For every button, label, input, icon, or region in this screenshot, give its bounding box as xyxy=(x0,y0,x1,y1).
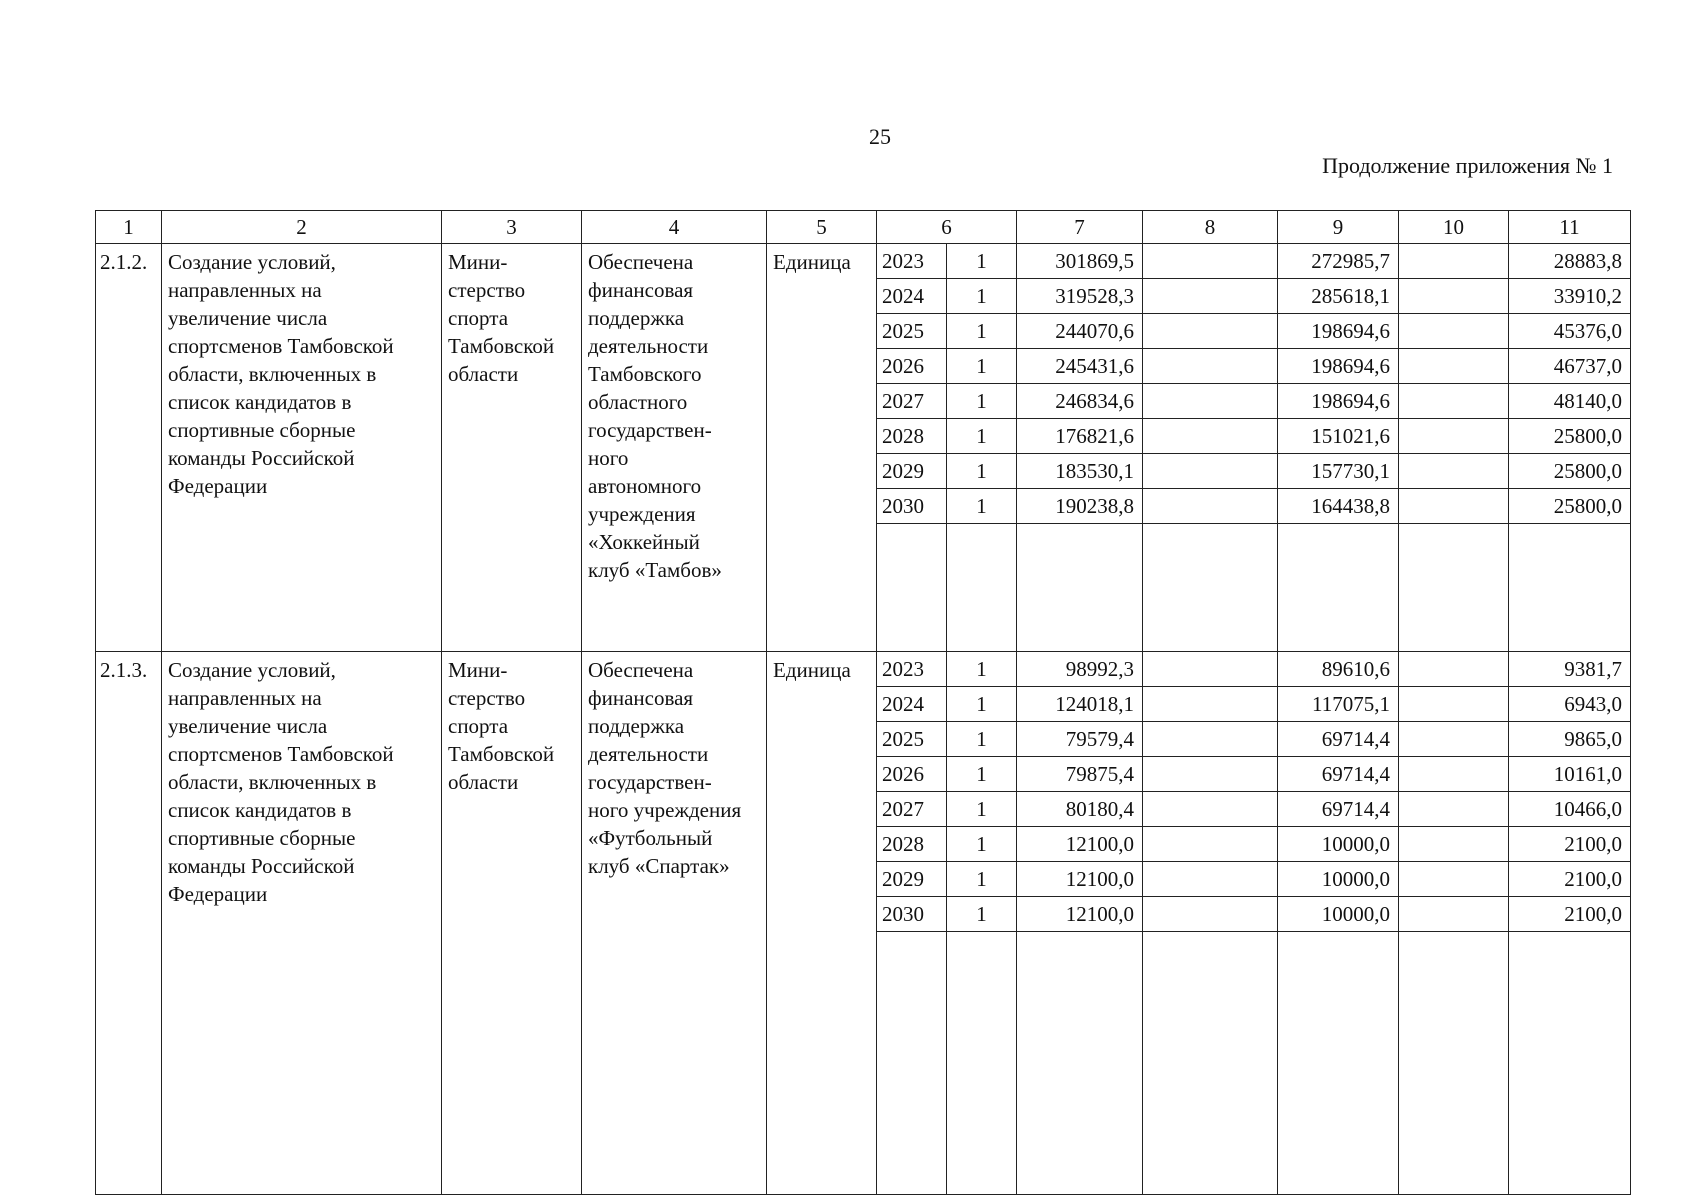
empty-cell xyxy=(877,932,947,1195)
section-code: 2.1.3. xyxy=(96,652,162,1195)
empty-cell xyxy=(1278,932,1399,1195)
column-header-6: 6 xyxy=(877,211,1017,244)
cell-col8 xyxy=(1143,489,1278,524)
cell-col9: 198694,6 xyxy=(1278,384,1399,419)
empty-cell xyxy=(1143,524,1278,652)
cell-col8 xyxy=(1143,384,1278,419)
cell-col9: 69714,4 xyxy=(1278,792,1399,827)
table-body xyxy=(96,244,1631,1195)
cell-col7: 246834,6 xyxy=(1017,384,1143,419)
cell-col9: 157730,1 xyxy=(1278,454,1399,489)
empty-cell xyxy=(1278,524,1399,652)
cell-col9: 117075,1 xyxy=(1278,687,1399,722)
cell-year: 2023 xyxy=(877,652,947,687)
cell-col8 xyxy=(1143,757,1278,792)
cell-col8 xyxy=(1143,687,1278,722)
cell-col8 xyxy=(1143,897,1278,932)
cell-col11: 25800,0 xyxy=(1509,419,1631,454)
cell-year: 2023 xyxy=(877,244,947,279)
cell-col7: 176821,6 xyxy=(1017,419,1143,454)
cell-year: 2026 xyxy=(877,349,947,384)
column-header-3: 3 xyxy=(442,211,582,244)
table-header-row xyxy=(96,211,1631,244)
cell-col10 xyxy=(1399,349,1509,384)
cell-col10 xyxy=(1399,244,1509,279)
section-unit: Единица xyxy=(767,652,877,1195)
cell-col10 xyxy=(1399,722,1509,757)
cell-col11: 28883,8 xyxy=(1509,244,1631,279)
cell-year: 2028 xyxy=(877,827,947,862)
cell-year: 2029 xyxy=(877,862,947,897)
cell-col9: 198694,6 xyxy=(1278,314,1399,349)
cell-year: 2030 xyxy=(877,897,947,932)
cell-col7: 98992,3 xyxy=(1017,652,1143,687)
cell-col8 xyxy=(1143,349,1278,384)
section-result: Обеспечена финансовая поддержка деятельности Тамбовского областного государствен- ного автономного учреждения «Хоккейный клуб «Тамбов» xyxy=(582,244,767,652)
cell-col11: 33910,2 xyxy=(1509,279,1631,314)
cell-col11: 48140,0 xyxy=(1509,384,1631,419)
cell-col7: 12100,0 xyxy=(1017,897,1143,932)
cell-col7: 244070,6 xyxy=(1017,314,1143,349)
column-header-8: 8 xyxy=(1143,211,1278,244)
cell-col7: 12100,0 xyxy=(1017,862,1143,897)
section-executor: Мини- стерство спорта Тамбовской области xyxy=(442,652,582,1195)
cell-col11: 25800,0 xyxy=(1509,489,1631,524)
cell-col9: 69714,4 xyxy=(1278,757,1399,792)
cell-count: 1 xyxy=(947,897,1017,932)
cell-col10 xyxy=(1399,454,1509,489)
cell-count: 1 xyxy=(947,652,1017,687)
table-row xyxy=(96,652,1631,687)
cell-col11: 9381,7 xyxy=(1509,652,1631,687)
cell-col9: 285618,1 xyxy=(1278,279,1399,314)
page-number: 25 xyxy=(869,124,891,149)
cell-col9: 69714,4 xyxy=(1278,722,1399,757)
cell-col10 xyxy=(1399,827,1509,862)
cell-col9: 164438,8 xyxy=(1278,489,1399,524)
empty-cell xyxy=(1017,932,1143,1195)
section-result: Обеспечена финансовая поддержка деятельности государствен- ного учреждения «Футбольный клуб «Спартак» xyxy=(582,652,767,1195)
cell-col10 xyxy=(1399,279,1509,314)
cell-col10 xyxy=(1399,652,1509,687)
cell-year: 2024 xyxy=(877,687,947,722)
column-header-9: 9 xyxy=(1278,211,1399,244)
cell-count: 1 xyxy=(947,349,1017,384)
cell-col10 xyxy=(1399,862,1509,897)
cell-col8 xyxy=(1143,454,1278,489)
cell-col8 xyxy=(1143,279,1278,314)
cell-col11: 2100,0 xyxy=(1509,862,1631,897)
cell-col10 xyxy=(1399,687,1509,722)
cell-col10 xyxy=(1399,419,1509,454)
column-header-10: 10 xyxy=(1399,211,1509,244)
cell-count: 1 xyxy=(947,722,1017,757)
cell-col7: 124018,1 xyxy=(1017,687,1143,722)
empty-cell xyxy=(947,524,1017,652)
cell-col10 xyxy=(1399,757,1509,792)
cell-count: 1 xyxy=(947,687,1017,722)
column-header-4: 4 xyxy=(582,211,767,244)
table-row xyxy=(96,244,1631,279)
section-name: Создание условий, направленных на увеличение числа спортсменов Тамбовской области, включенных в список кандидатов в спортивные сборные команды Российской Федерации xyxy=(162,652,442,1195)
cell-col8 xyxy=(1143,244,1278,279)
cell-col7: 79579,4 xyxy=(1017,722,1143,757)
cell-col7: 301869,5 xyxy=(1017,244,1143,279)
cell-year: 2027 xyxy=(877,792,947,827)
empty-cell xyxy=(877,524,947,652)
section-executor: Мини- стерство спорта Тамбовской области xyxy=(442,244,582,652)
column-header-7: 7 xyxy=(1017,211,1143,244)
cell-col7: 12100,0 xyxy=(1017,827,1143,862)
cell-col7: 80180,4 xyxy=(1017,792,1143,827)
empty-cell xyxy=(1143,932,1278,1195)
cell-count: 1 xyxy=(947,454,1017,489)
cell-col8 xyxy=(1143,792,1278,827)
empty-cell xyxy=(1399,932,1509,1195)
cell-year: 2030 xyxy=(877,489,947,524)
cell-col8 xyxy=(1143,827,1278,862)
cell-count: 1 xyxy=(947,757,1017,792)
section-unit: Единица xyxy=(767,244,877,652)
cell-col11: 9865,0 xyxy=(1509,722,1631,757)
cell-col10 xyxy=(1399,489,1509,524)
column-header-5: 5 xyxy=(767,211,877,244)
cell-count: 1 xyxy=(947,419,1017,454)
cell-col8 xyxy=(1143,722,1278,757)
cell-col9: 198694,6 xyxy=(1278,349,1399,384)
cell-count: 1 xyxy=(947,244,1017,279)
cell-count: 1 xyxy=(947,384,1017,419)
cell-col10 xyxy=(1399,897,1509,932)
cell-col7: 183530,1 xyxy=(1017,454,1143,489)
cell-col11: 46737,0 xyxy=(1509,349,1631,384)
column-header-1: 1 xyxy=(96,211,162,244)
appendix-continuation-label: Продолжение приложения № 1 xyxy=(1322,153,1613,178)
column-header-2: 2 xyxy=(162,211,442,244)
cell-col11: 45376,0 xyxy=(1509,314,1631,349)
column-header-11: 11 xyxy=(1509,211,1631,244)
cell-count: 1 xyxy=(947,314,1017,349)
cell-col11: 2100,0 xyxy=(1509,897,1631,932)
cell-col11: 25800,0 xyxy=(1509,454,1631,489)
cell-col11: 6943,0 xyxy=(1509,687,1631,722)
cell-year: 2024 xyxy=(877,279,947,314)
cell-year: 2026 xyxy=(877,757,947,792)
program-table xyxy=(95,210,1631,1195)
cell-col8 xyxy=(1143,314,1278,349)
section-code: 2.1.2. xyxy=(96,244,162,652)
cell-count: 1 xyxy=(947,489,1017,524)
cell-col9: 10000,0 xyxy=(1278,862,1399,897)
cell-col10 xyxy=(1399,384,1509,419)
cell-col11: 2100,0 xyxy=(1509,827,1631,862)
cell-col8 xyxy=(1143,862,1278,897)
cell-col8 xyxy=(1143,419,1278,454)
cell-col8 xyxy=(1143,652,1278,687)
empty-cell xyxy=(1399,524,1509,652)
cell-count: 1 xyxy=(947,862,1017,897)
cell-col7: 190238,8 xyxy=(1017,489,1143,524)
empty-cell xyxy=(1509,932,1631,1195)
cell-col10 xyxy=(1399,792,1509,827)
cell-count: 1 xyxy=(947,792,1017,827)
cell-count: 1 xyxy=(947,827,1017,862)
cell-col11: 10161,0 xyxy=(1509,757,1631,792)
cell-year: 2025 xyxy=(877,314,947,349)
cell-col9: 272985,7 xyxy=(1278,244,1399,279)
cell-year: 2027 xyxy=(877,384,947,419)
section-name: Создание условий, направленных на увеличение числа спортсменов Тамбовской области, включенных в список кандидатов в спортивные сборные команды Российской Федерации xyxy=(162,244,442,652)
cell-year: 2029 xyxy=(877,454,947,489)
cell-year: 2028 xyxy=(877,419,947,454)
cell-col11: 10466,0 xyxy=(1509,792,1631,827)
empty-cell xyxy=(1509,524,1631,652)
cell-col7: 245431,6 xyxy=(1017,349,1143,384)
cell-col9: 10000,0 xyxy=(1278,897,1399,932)
cell-col9: 10000,0 xyxy=(1278,827,1399,862)
cell-count: 1 xyxy=(947,279,1017,314)
cell-col7: 79875,4 xyxy=(1017,757,1143,792)
empty-cell xyxy=(1017,524,1143,652)
empty-cell xyxy=(947,932,1017,1195)
cell-col7: 319528,3 xyxy=(1017,279,1143,314)
cell-year: 2025 xyxy=(877,722,947,757)
cell-col9: 89610,6 xyxy=(1278,652,1399,687)
cell-col10 xyxy=(1399,314,1509,349)
cell-col9: 151021,6 xyxy=(1278,419,1399,454)
